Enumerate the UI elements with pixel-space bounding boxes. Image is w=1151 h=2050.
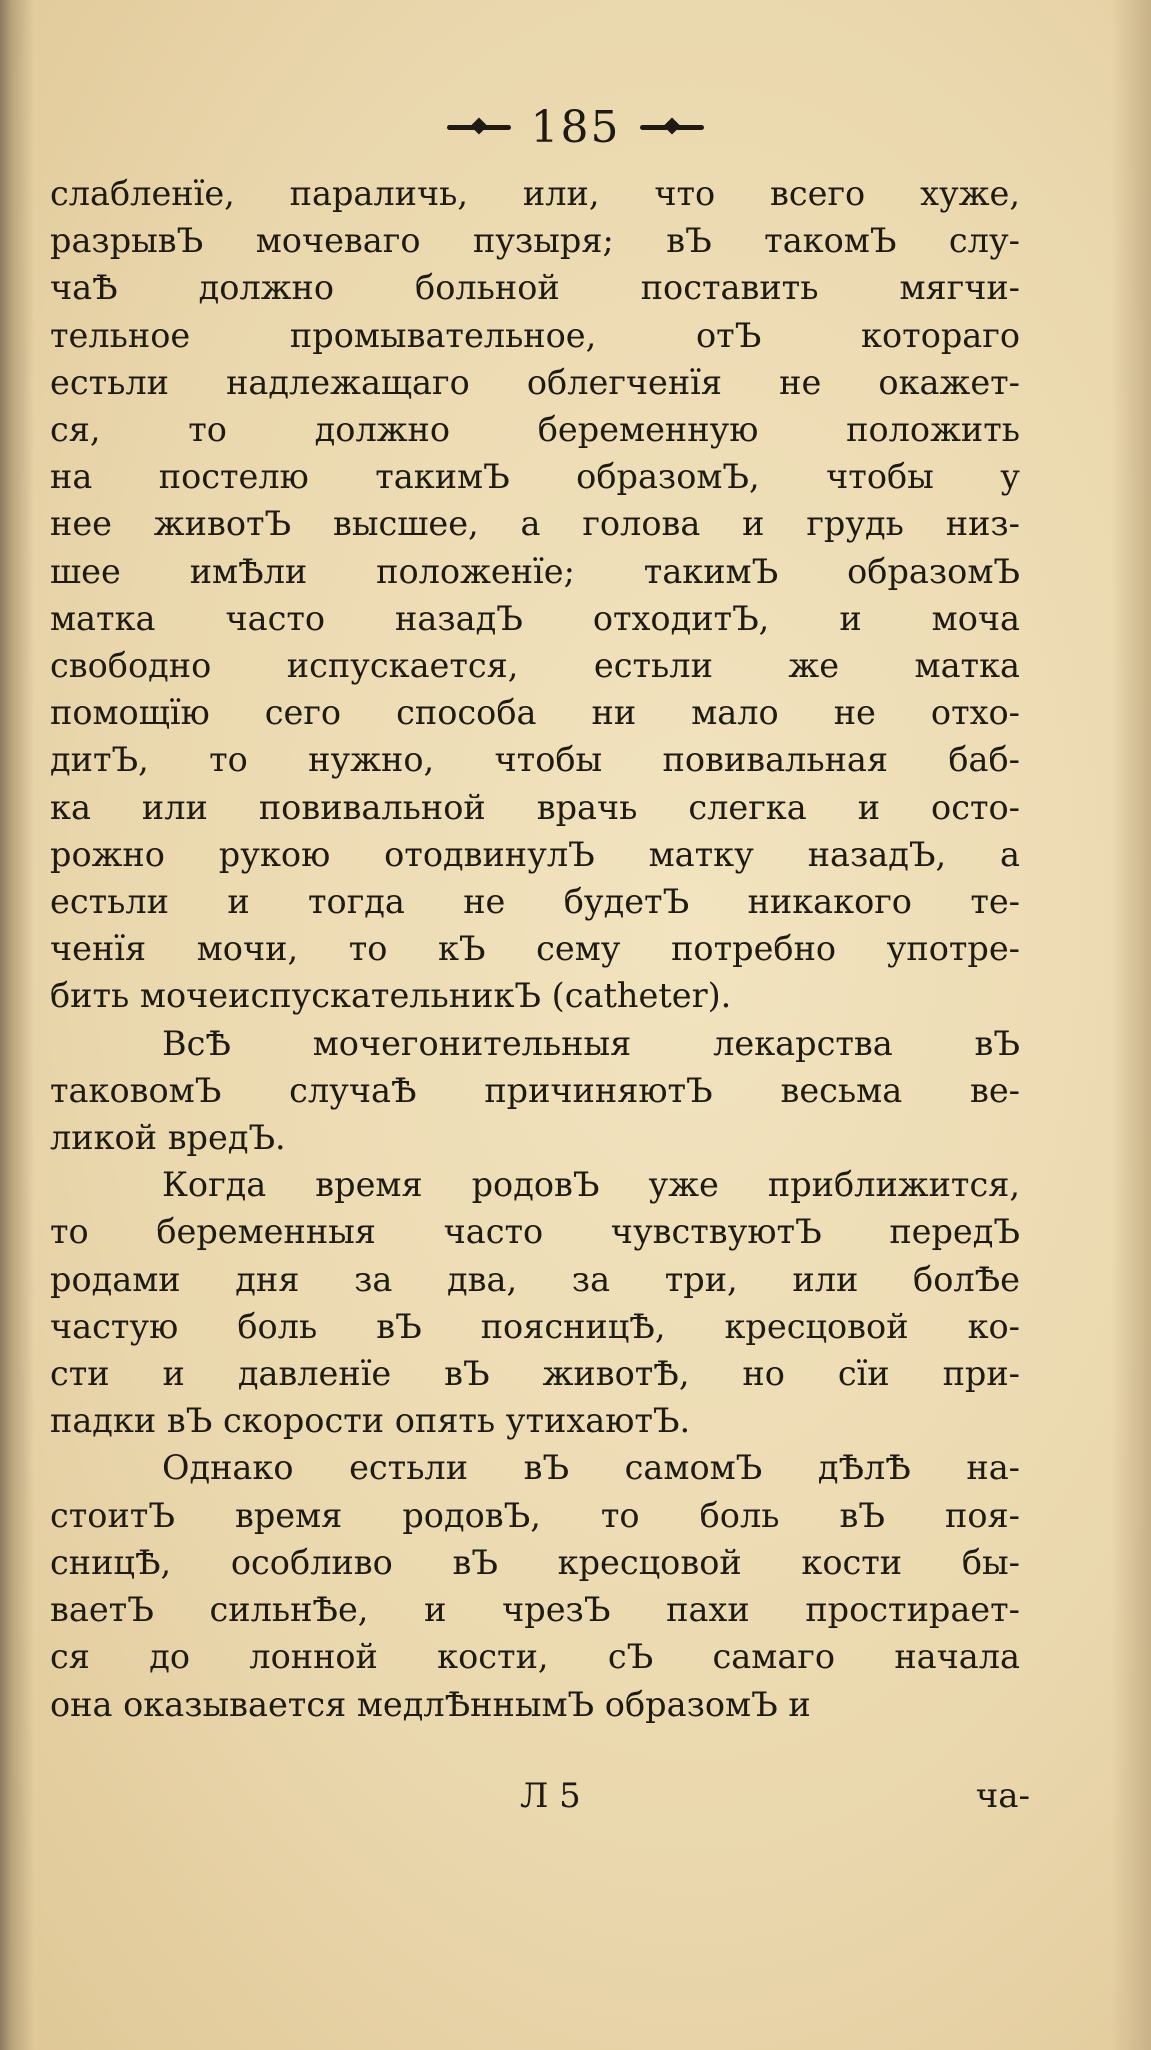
text-line: то беременныя часто чувствуютЪ передЪ [50, 1212, 1020, 1252]
text-line: стоитЪ время родовЪ, то боль вЪ поя- [50, 1495, 1020, 1535]
page-header [0, 92, 1151, 162]
text-line: дитЪ, то нужно, чтобы повивальная баб- [50, 740, 1020, 780]
paragraph [50, 1020, 1020, 1162]
text-line: свободно испускается, естьли же матка [50, 646, 1020, 686]
text-line: бить мочеиспускательникЪ (catheter). [50, 976, 732, 1016]
right-ornament-icon [640, 125, 704, 130]
text-line: на постелю такимЪ образомЪ, чтобы у [50, 457, 1020, 497]
body-text [50, 170, 1020, 1728]
catchword: ча- [975, 1776, 1030, 1816]
text-line: шее имѢли положенїе; такимЪ образомЪ [50, 551, 1020, 591]
text-line: чаѢ должно больной поставить мягчи- [50, 268, 1020, 308]
page-number: 185 [530, 101, 621, 153]
left-ornament-icon [447, 125, 511, 130]
text-line: Когда время родовЪ уже приближится, [162, 1165, 1020, 1205]
text-line: нее животЪ высшее, а голова и грудь низ- [50, 504, 1020, 544]
text-line: сницѢ, особливо вЪ кресцовой кости бы- [50, 1542, 1020, 1582]
text-line: ваетЪ сильнѢе, и чрезЪ пахи простирает- [50, 1590, 1020, 1630]
text-line: родами дня за два, за три, или болѢе [50, 1259, 1020, 1299]
text-line: частую боль вЪ поясницѢ, кресцовой ко- [50, 1306, 1020, 1346]
text-line: слабленїе, параличь, или, что всего хуже, [50, 174, 1020, 213]
text-line: таковомЪ случаѢ причиняютЪ весьма ве- [50, 1070, 1020, 1110]
text-line: ВсѢ мочегонительныя лекарства вЪ [162, 1023, 1020, 1063]
paragraph [50, 1161, 1020, 1444]
signature-mark: Л 5 [520, 1776, 581, 1816]
text-line: падки вЪ скорости опять утихаютЪ. [50, 1401, 691, 1441]
text-line: тельное промывательное, отЪ котораго [50, 315, 1020, 355]
text-line: ченїя мочи, то кЪ сему потребно употре- [50, 929, 1020, 969]
text-line: сти и давленїе вЪ животѢ, но сїи при- [50, 1354, 1020, 1394]
text-line: помощїю сего способа ни мало не отхо- [50, 693, 1020, 733]
text-line: ся, то должно беременную положить [50, 410, 1020, 450]
text-line: ликой вредЪ. [50, 1118, 286, 1158]
page-edge-shadow [1111, 0, 1151, 2050]
spine-shadow [0, 0, 34, 2050]
text-line: ся до лонной кости, сЪ самаго начала [50, 1637, 1020, 1677]
page-footer [50, 1776, 1030, 1826]
paragraph [50, 170, 1020, 1020]
text-line: естьли и тогда не будетЪ никакого те- [50, 882, 1020, 922]
text-line: рожно рукою отодвинулЪ матку назадЪ, а [50, 834, 1020, 874]
text-line: матка часто назадЪ отходитЪ, и моча [50, 598, 1020, 638]
text-line: естьли надлежащаго облегченїя не окажет- [50, 362, 1020, 402]
paragraph [50, 1444, 1020, 1727]
text-line: Однако естьли вЪ самомЪ дѢлѢ на- [162, 1448, 1020, 1488]
text-line: она оказывается медлѢннымЪ образомЪ и [50, 1684, 811, 1724]
text-line: разрывЪ мочеваго пузыря; вЪ такомЪ слу- [50, 221, 1020, 261]
text-line: ка или повивальной врачь слегка и осто- [50, 787, 1020, 827]
